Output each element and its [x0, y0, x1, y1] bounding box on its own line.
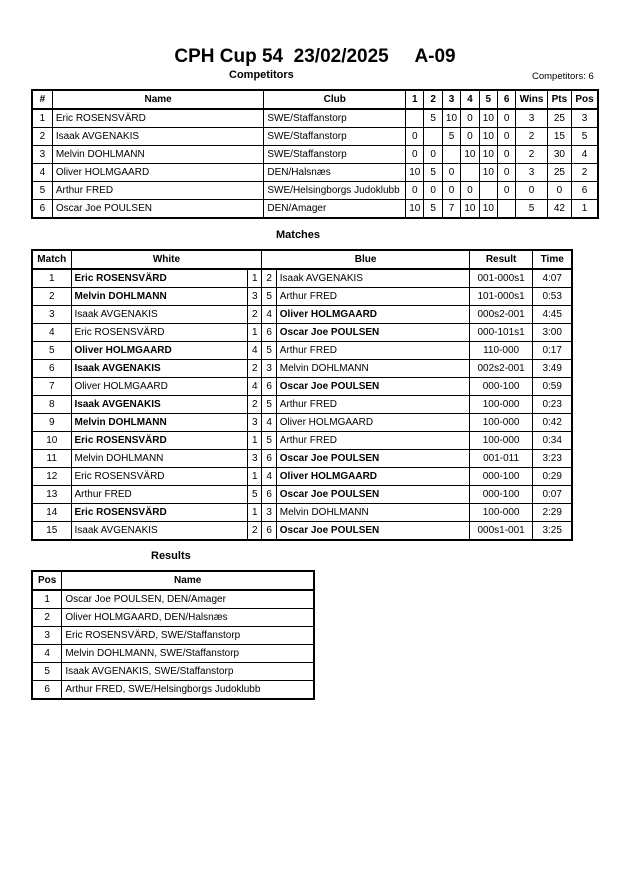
competitor-club: DEN/Halsnæs [264, 164, 406, 182]
match-time: 3:49 [533, 360, 572, 378]
table-row [32, 627, 314, 645]
table-row [32, 663, 314, 681]
white-player: Isaak AVGENAKIS [71, 306, 248, 324]
white-number: 1 [248, 468, 262, 486]
score-cell: 10 [461, 146, 479, 164]
score-cell: 0 [498, 182, 516, 200]
table-row [32, 378, 572, 396]
white-player: Eric ROSENSVÄRD [71, 324, 248, 342]
blue-number: 5 [262, 396, 276, 414]
score-cell: 10 [406, 200, 424, 219]
white-number: 1 [248, 269, 262, 288]
blue-player: Oscar Joe POULSEN [276, 450, 469, 468]
competitor-name: Isaak AVGENAKIS [52, 128, 264, 146]
match-number: 5 [32, 342, 71, 360]
row-number: 1 [32, 109, 52, 128]
table-row [32, 306, 572, 324]
blue-player: Oscar Joe POULSEN [276, 324, 469, 342]
table-row [32, 109, 598, 128]
white-number: 1 [248, 432, 262, 450]
match-result: 100-000 [469, 396, 533, 414]
competitors-table [31, 89, 599, 219]
white-player: Eric ROSENSVÄRD [71, 269, 248, 288]
blue-number: 5 [262, 288, 276, 306]
column-header: # [32, 90, 52, 109]
match-result: 001-000s1 [469, 269, 533, 288]
blue-player: Oliver HOLMGAARD [276, 306, 469, 324]
white-number: 1 [248, 324, 262, 342]
blue-number: 4 [262, 468, 276, 486]
results-table [31, 570, 315, 700]
white-player: Eric ROSENSVÄRD [71, 504, 248, 522]
competitor-name: Melvin DOHLMANN [52, 146, 264, 164]
white-player: Eric ROSENSVÄRD [71, 468, 248, 486]
table-row [32, 450, 572, 468]
blue-number: 4 [262, 414, 276, 432]
score-cell: 10 [479, 164, 497, 182]
score-cell: 0 [461, 109, 479, 128]
table-row [32, 269, 572, 288]
match-result: 002s2-001 [469, 360, 533, 378]
match-time: 3:00 [533, 324, 572, 342]
wins-cell: 2 [516, 146, 547, 164]
match-result: 101-000s1 [469, 288, 533, 306]
match-number: 6 [32, 360, 71, 378]
match-result: 000s1-001 [469, 522, 533, 541]
points-cell: 15 [547, 128, 571, 146]
blue-number: 6 [262, 378, 276, 396]
score-cell: 0 [498, 164, 516, 182]
match-number: 4 [32, 324, 71, 342]
score-cell: 0 [498, 109, 516, 128]
white-number: 4 [248, 342, 262, 360]
result-position: 4 [32, 645, 62, 663]
match-number: 11 [32, 450, 71, 468]
score-cell: 7 [442, 200, 460, 219]
match-number: 9 [32, 414, 71, 432]
match-time: 3:23 [533, 450, 572, 468]
position-cell: 6 [572, 182, 598, 200]
result-position: 6 [32, 681, 62, 700]
competitor-club: SWE/Staffanstorp [264, 146, 406, 164]
match-number: 10 [32, 432, 71, 450]
blue-player: Melvin DOHLMANN [276, 360, 469, 378]
blue-number: 6 [262, 450, 276, 468]
points-cell: 30 [547, 146, 571, 164]
score-cell: 10 [479, 200, 497, 219]
result-name: Oscar Joe POULSEN, DEN/Amager [62, 590, 314, 609]
score-cell: 5 [424, 164, 442, 182]
competitors-heading: Competitors [229, 69, 294, 81]
match-result: 000-100 [469, 486, 533, 504]
white-player: Oliver HOLMGAARD [71, 342, 248, 360]
blue-player: Oscar Joe POULSEN [276, 522, 469, 541]
blue-number: 5 [262, 432, 276, 450]
blue-player: Arthur FRED [276, 288, 469, 306]
wins-cell: 3 [516, 164, 547, 182]
column-header: 2 [424, 90, 442, 109]
match-number: 2 [32, 288, 71, 306]
column-header: Club [264, 90, 406, 109]
column-header: Pos [32, 571, 62, 590]
column-header: 5 [479, 90, 497, 109]
score-cell: 0 [461, 128, 479, 146]
points-cell: 25 [547, 164, 571, 182]
match-number: 15 [32, 522, 71, 541]
score-cell: 0 [461, 182, 479, 200]
competitor-club: DEN/Amager [264, 200, 406, 219]
competitor-name: Oliver HOLMGAARD [52, 164, 264, 182]
column-header: Pos [572, 90, 598, 109]
score-cell [406, 109, 424, 128]
match-time: 4:45 [533, 306, 572, 324]
table-row [32, 522, 572, 541]
score-cell: 10 [479, 146, 497, 164]
table-row [32, 324, 572, 342]
blue-number: 6 [262, 486, 276, 504]
match-number: 12 [32, 468, 71, 486]
match-time: 0:17 [533, 342, 572, 360]
score-cell: 10 [406, 164, 424, 182]
white-player: Eric ROSENSVÄRD [71, 432, 248, 450]
table-row [32, 164, 598, 182]
score-cell: 0 [498, 128, 516, 146]
blue-player: Melvin DOHLMANN [276, 504, 469, 522]
score-cell: 0 [498, 146, 516, 164]
position-cell: 4 [572, 146, 598, 164]
score-cell [424, 128, 442, 146]
row-number: 3 [32, 146, 52, 164]
score-cell: 5 [424, 200, 442, 219]
blue-player: Oliver HOLMGAARD [276, 414, 469, 432]
white-number: 3 [248, 414, 262, 432]
blue-player: Arthur FRED [276, 396, 469, 414]
score-cell: 0 [442, 182, 460, 200]
result-name: Oliver HOLMGAARD, DEN/Halsnæs [62, 609, 314, 627]
match-result: 100-000 [469, 504, 533, 522]
score-cell [479, 182, 497, 200]
match-time: 3:25 [533, 522, 572, 541]
score-cell: 10 [479, 109, 497, 128]
result-name: Isaak AVGENAKIS, SWE/Staffanstorp [62, 663, 314, 681]
result-position: 1 [32, 590, 62, 609]
table-row [32, 681, 314, 700]
white-number: 1 [248, 504, 262, 522]
blue-player: Arthur FRED [276, 432, 469, 450]
position-cell: 5 [572, 128, 598, 146]
white-number: 5 [248, 486, 262, 504]
result-name: Eric ROSENSVÄRD, SWE/Staffanstorp [62, 627, 314, 645]
competitor-name: Eric ROSENSVÄRD [52, 109, 264, 128]
table-row [32, 288, 572, 306]
table-row [32, 414, 572, 432]
wins-cell: 0 [516, 182, 547, 200]
match-result: 110-000 [469, 342, 533, 360]
match-result: 000-100 [469, 378, 533, 396]
blue-player: Arthur FRED [276, 342, 469, 360]
table-row [32, 468, 572, 486]
blue-number: 5 [262, 342, 276, 360]
score-cell: 0 [406, 182, 424, 200]
blue-number: 6 [262, 522, 276, 541]
white-number: 3 [248, 450, 262, 468]
result-name: Melvin DOHLMANN, SWE/Staffanstorp [62, 645, 314, 663]
table-row [32, 182, 598, 200]
white-number: 2 [248, 306, 262, 324]
blue-number: 3 [262, 360, 276, 378]
score-cell: 10 [461, 200, 479, 219]
white-number: 3 [248, 288, 262, 306]
blue-number: 4 [262, 306, 276, 324]
score-cell: 0 [442, 164, 460, 182]
white-player: Melvin DOHLMANN [71, 288, 248, 306]
match-result: 000-100 [469, 468, 533, 486]
result-position: 5 [32, 663, 62, 681]
position-cell: 1 [572, 200, 598, 219]
column-header: Blue [262, 250, 469, 269]
column-header: Name [52, 90, 264, 109]
white-player: Isaak AVGENAKIS [71, 360, 248, 378]
table-row [32, 200, 598, 219]
wins-cell: 3 [516, 109, 547, 128]
points-cell: 42 [547, 200, 571, 219]
match-number: 8 [32, 396, 71, 414]
white-player: Isaak AVGENAKIS [71, 396, 248, 414]
column-header: White [71, 250, 262, 269]
row-number: 5 [32, 182, 52, 200]
score-cell [442, 146, 460, 164]
match-time: 0:29 [533, 468, 572, 486]
competitor-name: Arthur FRED [52, 182, 264, 200]
table-row [32, 128, 598, 146]
column-header: 4 [461, 90, 479, 109]
results-heading: Results [151, 550, 191, 562]
match-time: 4:07 [533, 269, 572, 288]
match-time: 2:29 [533, 504, 572, 522]
match-time: 0:23 [533, 396, 572, 414]
table-row [32, 432, 572, 450]
white-number: 2 [248, 522, 262, 541]
column-header: 6 [498, 90, 516, 109]
table-row [32, 609, 314, 627]
column-header: Time [533, 250, 572, 269]
blue-player: Oscar Joe POULSEN [276, 378, 469, 396]
wins-cell: 2 [516, 128, 547, 146]
column-header: Result [469, 250, 533, 269]
white-number: 4 [248, 378, 262, 396]
match-time: 0:42 [533, 414, 572, 432]
column-header: Wins [516, 90, 547, 109]
blue-player: Oliver HOLMGAARD [276, 468, 469, 486]
table-row [32, 396, 572, 414]
competitor-club: SWE/Helsingborgs Judoklubb [264, 182, 406, 200]
score-cell [461, 164, 479, 182]
column-header: Pts [547, 90, 571, 109]
table-row [32, 590, 314, 609]
blue-number: 2 [262, 269, 276, 288]
match-time: 0:53 [533, 288, 572, 306]
score-cell: 10 [479, 128, 497, 146]
match-number: 7 [32, 378, 71, 396]
score-cell: 5 [442, 128, 460, 146]
white-player: Melvin DOHLMANN [71, 450, 248, 468]
competitors-count: Competitors: 6 [532, 71, 594, 82]
white-player: Oliver HOLMGAARD [71, 378, 248, 396]
competitor-club: SWE/Staffanstorp [264, 128, 406, 146]
blue-number: 6 [262, 324, 276, 342]
score-cell [498, 200, 516, 219]
result-position: 2 [32, 609, 62, 627]
wins-cell: 5 [516, 200, 547, 219]
competitor-name: Oscar Joe POULSEN [52, 200, 264, 219]
match-time: 0:07 [533, 486, 572, 504]
table-row [32, 146, 598, 164]
page-title: CPH Cup 54 23/02/2025 A-09 [174, 46, 456, 67]
position-cell: 2 [572, 164, 598, 182]
column-header: Match [32, 250, 71, 269]
table-row [32, 645, 314, 663]
score-cell: 10 [442, 109, 460, 128]
table-row [32, 360, 572, 378]
match-time: 0:34 [533, 432, 572, 450]
white-player: Arthur FRED [71, 486, 248, 504]
match-result: 100-000 [469, 432, 533, 450]
column-header: 1 [406, 90, 424, 109]
blue-player: Oscar Joe POULSEN [276, 486, 469, 504]
score-cell: 0 [424, 146, 442, 164]
match-result: 100-000 [469, 414, 533, 432]
white-number: 2 [248, 396, 262, 414]
result-position: 3 [32, 627, 62, 645]
position-cell: 3 [572, 109, 598, 128]
match-number: 13 [32, 486, 71, 504]
match-result: 001-011 [469, 450, 533, 468]
score-cell: 5 [424, 109, 442, 128]
white-number: 2 [248, 360, 262, 378]
blue-player: Isaak AVGENAKIS [276, 269, 469, 288]
white-player: Isaak AVGENAKIS [71, 522, 248, 541]
result-name: Arthur FRED, SWE/Helsingborgs Judoklubb [62, 681, 314, 700]
match-result: 000-101s1 [469, 324, 533, 342]
score-cell: 0 [406, 146, 424, 164]
points-cell: 25 [547, 109, 571, 128]
competitor-club: SWE/Staffanstorp [264, 109, 406, 128]
table-row [32, 342, 572, 360]
match-time: 0:59 [533, 378, 572, 396]
matches-heading: Matches [276, 229, 321, 241]
score-cell: 0 [406, 128, 424, 146]
match-number: 14 [32, 504, 71, 522]
row-number: 6 [32, 200, 52, 219]
column-header: 3 [442, 90, 460, 109]
match-number: 1 [32, 269, 71, 288]
table-row [32, 486, 572, 504]
column-header: Name [62, 571, 314, 590]
match-result: 000s2-001 [469, 306, 533, 324]
table-row [32, 504, 572, 522]
row-number: 2 [32, 128, 52, 146]
match-number: 3 [32, 306, 71, 324]
white-player: Melvin DOHLMANN [71, 414, 248, 432]
matches-table [31, 249, 573, 541]
row-number: 4 [32, 164, 52, 182]
points-cell: 0 [547, 182, 571, 200]
score-cell: 0 [424, 182, 442, 200]
blue-number: 3 [262, 504, 276, 522]
